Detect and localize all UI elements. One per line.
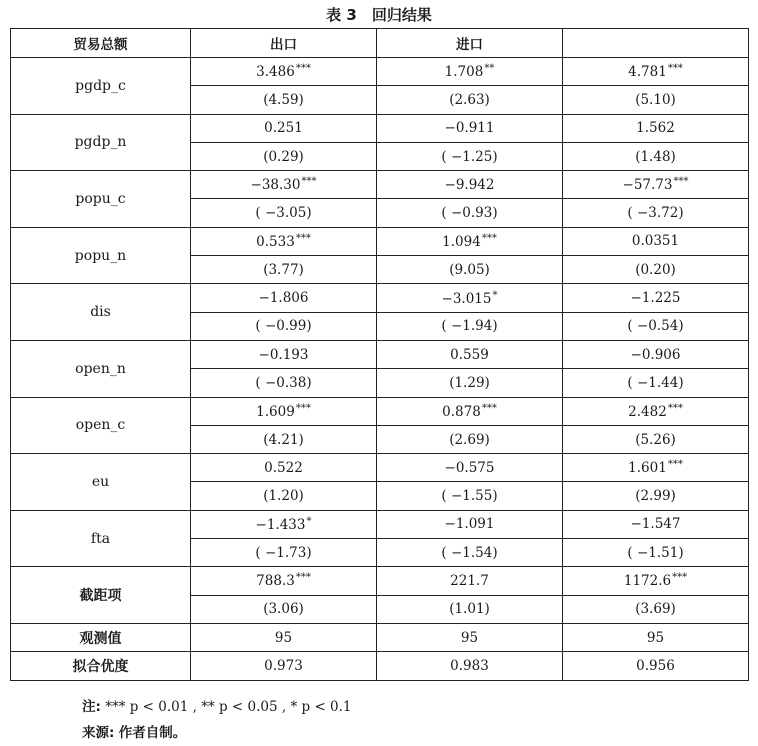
stat-label: 拟合优度 xyxy=(11,652,191,680)
coef-cell xyxy=(191,58,377,86)
coef-cell xyxy=(377,284,563,312)
tstat-cell: (2.69) xyxy=(377,425,563,453)
stat-value: 0.983 xyxy=(377,652,563,680)
coef-value: −1.547 xyxy=(630,516,681,533)
coef-cell xyxy=(563,114,749,142)
significance-stars: *** xyxy=(295,572,311,584)
coef-cell xyxy=(191,510,377,538)
coef-row xyxy=(11,171,749,199)
variable-label: pgdp_c xyxy=(11,58,191,115)
coef-cell xyxy=(563,284,749,312)
coef-cell xyxy=(377,171,563,199)
header-cell: 贸易总额 xyxy=(11,29,191,58)
tstat-cell: (1.48) xyxy=(563,142,749,170)
stat-value: 95 xyxy=(563,623,749,651)
header-cell: 出口 xyxy=(191,29,377,58)
significance-stars: *** xyxy=(481,232,497,244)
coef-value: −9.942 xyxy=(444,176,495,193)
source-note xyxy=(82,721,186,741)
coef-value: 3.486 xyxy=(256,64,295,81)
stat-row xyxy=(11,652,749,680)
coef-row xyxy=(11,58,749,86)
coef-cell xyxy=(563,397,749,425)
significance-stars: ** xyxy=(484,63,495,75)
tstat-cell: ( −1.44) xyxy=(563,369,749,397)
significance-stars: *** xyxy=(672,572,688,584)
tstat-cell: (4.21) xyxy=(191,425,377,453)
note-text: *** p < 0.01 , ** p < 0.05 , * p < 0.1 xyxy=(105,699,352,715)
significance-stars: * xyxy=(492,289,498,301)
source-text: 作者自制。 xyxy=(118,725,187,741)
coef-value: 2.482 xyxy=(628,403,667,420)
coef-row xyxy=(11,397,749,425)
header-row xyxy=(11,29,749,58)
significance-stars: *** xyxy=(481,402,497,414)
coef-row xyxy=(11,510,749,538)
significance-stars: *** xyxy=(295,232,311,244)
coef-value: 0.533 xyxy=(256,233,295,250)
coef-cell xyxy=(563,227,749,255)
coef-cell xyxy=(563,510,749,538)
coef-cell xyxy=(191,340,377,368)
coef-value: −57.73 xyxy=(622,177,673,194)
coef-value: 1.708 xyxy=(444,64,484,81)
coef-row xyxy=(11,454,749,482)
coef-cell xyxy=(377,114,563,142)
coef-cell xyxy=(377,227,563,255)
tstat-cell: ( −0.99) xyxy=(191,312,377,340)
coef-cell xyxy=(377,58,563,86)
coef-value: −0.906 xyxy=(630,346,681,363)
tstat-cell: (3.69) xyxy=(563,595,749,623)
coef-cell xyxy=(191,171,377,199)
tstat-cell: ( −1.73) xyxy=(191,539,377,567)
significance-stars: *** xyxy=(295,63,311,75)
significance-stars: * xyxy=(306,515,312,527)
tstat-cell: (3.77) xyxy=(191,256,377,284)
tstat-cell: ( −1.54) xyxy=(377,539,563,567)
tstat-cell: (4.59) xyxy=(191,86,377,114)
coef-cell xyxy=(563,171,749,199)
tstat-cell: (0.29) xyxy=(191,142,377,170)
table-title: 表 3 回归结果 xyxy=(326,6,432,24)
significance-stars: *** xyxy=(667,402,683,414)
coef-value: 221.7 xyxy=(450,572,489,589)
coef-value: 0.522 xyxy=(264,459,303,476)
significance-stars: *** xyxy=(667,459,683,471)
note-label: 注: xyxy=(82,699,101,715)
coef-cell xyxy=(563,454,749,482)
tstat-cell: ( −1.94) xyxy=(377,312,563,340)
coef-value: −0.575 xyxy=(444,459,495,476)
coef-value: −1.091 xyxy=(444,516,495,533)
coef-value: 1.094 xyxy=(442,233,481,250)
tstat-cell: ( −0.54) xyxy=(563,312,749,340)
coef-value: −1.806 xyxy=(258,290,309,307)
tstat-cell: ( −1.25) xyxy=(377,142,563,170)
coef-row xyxy=(11,227,749,255)
tstat-cell: (1.01) xyxy=(377,595,563,623)
tstat-cell: ( −0.93) xyxy=(377,199,563,227)
stat-label: 观测值 xyxy=(11,623,191,651)
coef-row xyxy=(11,114,749,142)
stat-row xyxy=(11,623,749,651)
tstat-cell: ( −1.55) xyxy=(377,482,563,510)
variable-label: open_n xyxy=(11,340,191,397)
tstat-cell: ( −3.05) xyxy=(191,199,377,227)
tstat-cell: ( −3.72) xyxy=(563,199,749,227)
coef-value: 1.562 xyxy=(636,120,675,137)
coef-value: 0.251 xyxy=(264,120,303,137)
coef-value: 0.559 xyxy=(450,346,489,363)
tstat-cell: (2.63) xyxy=(377,86,563,114)
significance-stars: *** xyxy=(301,176,317,188)
coef-value: −1.433 xyxy=(255,516,306,533)
source-label: 来源: xyxy=(82,725,115,741)
coef-value: −1.225 xyxy=(630,290,681,307)
variable-label: open_c xyxy=(11,397,191,454)
significance-stars: *** xyxy=(667,63,683,75)
stat-value: 95 xyxy=(191,623,377,651)
stat-value: 0.956 xyxy=(563,652,749,680)
variable-label: dis xyxy=(11,284,191,341)
stat-value: 0.973 xyxy=(191,652,377,680)
tstat-cell: (1.20) xyxy=(191,482,377,510)
coef-cell xyxy=(563,58,749,86)
tstat-cell: (9.05) xyxy=(377,256,563,284)
tstat-cell: (5.10) xyxy=(563,86,749,114)
coef-cell xyxy=(191,114,377,142)
variable-label: 截距项 xyxy=(11,567,191,624)
regression-table xyxy=(10,28,749,681)
variable-label: fta xyxy=(11,510,191,567)
variable-label: popu_c xyxy=(11,171,191,228)
coef-cell xyxy=(377,567,563,595)
significance-note xyxy=(82,695,352,715)
coef-cell xyxy=(563,567,749,595)
coef-value: −0.911 xyxy=(444,120,495,137)
coef-value: 1.601 xyxy=(628,460,667,477)
significance-stars: *** xyxy=(295,402,311,414)
coef-value: 0.878 xyxy=(442,403,481,420)
coef-row xyxy=(11,567,749,595)
tstat-cell: (2.99) xyxy=(563,482,749,510)
tstat-cell: ( −1.51) xyxy=(563,539,749,567)
coef-row xyxy=(11,340,749,368)
coef-value: 1.609 xyxy=(256,403,295,420)
header-cell xyxy=(563,29,749,58)
coef-value: −38.30 xyxy=(250,177,301,194)
tstat-cell: (0.20) xyxy=(563,256,749,284)
coef-value: 1172.6 xyxy=(623,573,672,590)
coef-row xyxy=(11,284,749,312)
tstat-cell: ( −0.38) xyxy=(191,369,377,397)
variable-label: popu_n xyxy=(11,227,191,284)
coef-cell xyxy=(377,510,563,538)
coef-cell xyxy=(191,454,377,482)
tstat-cell: (3.06) xyxy=(191,595,377,623)
stat-value: 95 xyxy=(377,623,563,651)
variable-label: eu xyxy=(11,454,191,511)
variable-label: pgdp_n xyxy=(11,114,191,171)
coef-cell xyxy=(377,340,563,368)
coef-cell xyxy=(191,227,377,255)
coef-value: 0.0351 xyxy=(631,233,680,250)
coef-cell xyxy=(563,340,749,368)
significance-stars: *** xyxy=(673,176,689,188)
coef-cell xyxy=(191,567,377,595)
coef-value: 788.3 xyxy=(256,573,295,590)
coef-cell xyxy=(377,454,563,482)
coef-value: −0.193 xyxy=(258,346,309,363)
coef-cell xyxy=(377,397,563,425)
coef-value: 4.781 xyxy=(628,64,667,81)
coef-cell xyxy=(191,284,377,312)
header-cell: 进口 xyxy=(377,29,563,58)
coef-value: −3.015 xyxy=(441,290,492,307)
coef-cell xyxy=(191,397,377,425)
tstat-cell: (5.26) xyxy=(563,425,749,453)
tstat-cell: (1.29) xyxy=(377,369,563,397)
table-body xyxy=(11,58,749,681)
